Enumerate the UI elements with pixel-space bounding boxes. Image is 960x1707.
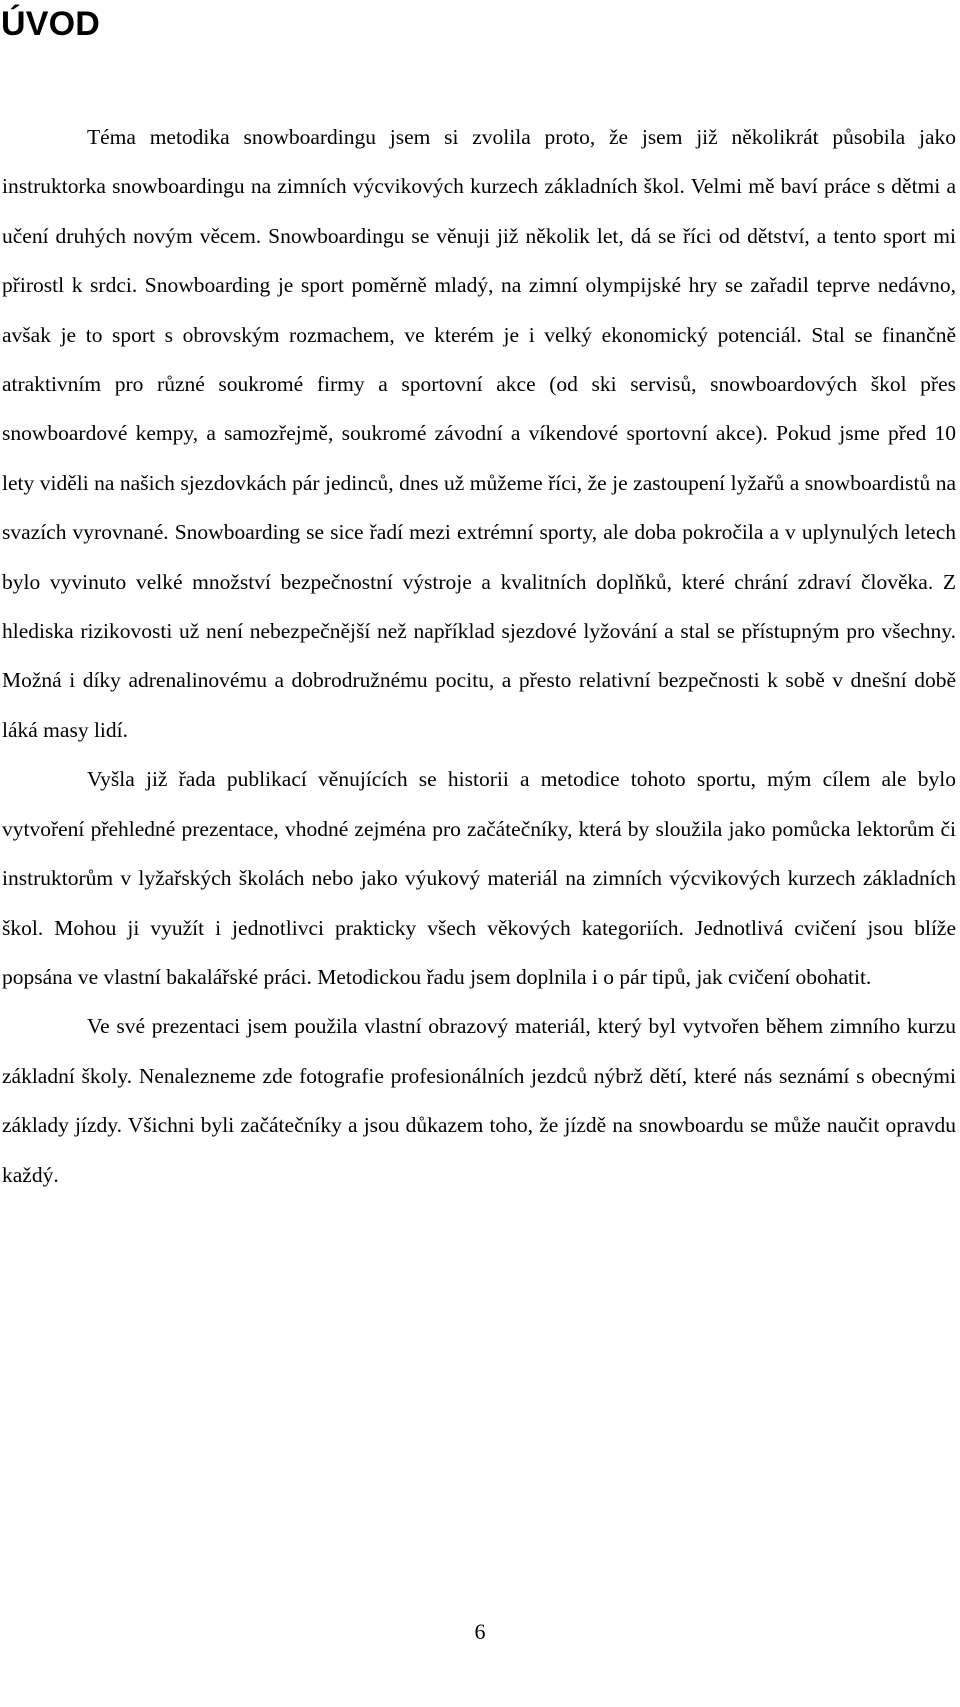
body-text	[2, 113, 956, 1200]
page-title: ÚVOD	[1, 5, 101, 43]
paragraph-3: Ve své prezentaci jsem použila vlastní obrazový materiál, který byl vytvořen během zimního kurzu základní školy. Nenalezneme zde fotografie profesionálních jezdců nýbrž dětí, které nás seznámí s obecnými základy jízdy. Všichni byli začátečníky a jsou důkazem toho, že jízdě na snowboardu se může naučit opravdu každý.	[2, 1014, 956, 1187]
page-number: 6	[474, 1619, 486, 1644]
paragraph-2: Vyšla již řada publikací věnujících se historii a metodice tohoto sportu, mým cílem ale bylo vytvoření přehledné prezentace, vhodné zejména pro začátečníky, která by sloužila jako pomůcka lektorům či instruktorům v lyžařských školách nebo jako výukový materiál na zimních výcvikových kurzech základních škol. Mohou ji využít i jednotlivci prakticky všech věkových kategoriích. Jednotlivá cvičení jsou blíže popsána ve vlastní bakalářské práci. Metodickou řadu jsem doplnila i o pár tipů, jak cvičení obohatit.	[2, 767, 956, 989]
paragraph-1: Téma metodika snowboardingu jsem si zvolila proto, že jsem již několikrát působila jako instruktorka snowboardingu na zimních výcvikových kurzech základních škol. Velmi mě baví práce s dětmi a učení druhých novým věcem. Snowboardingu se věnuji již několik let, dá se říci od dětství, a tento sport mi přirostl k srdci. Snowboarding je sport poměrně mladý, na zimní olympijské hry se zařadil teprve nedávno, avšak je to sport s obrovským rozmachem, ve kterém je i velký ekonomický potenciál. Stal se finančně atraktivním pro různé soukromé firmy a sportovní akce (od ski servisů, snowboardových škol přes snowboardové kempy, a samozřejmě, soukromé závodní a víkendové sportovní akce). Pokud jsme před 10 lety viděli na našich sjezdovkách pár jedinců, dnes už můžeme říci, že je zastoupení lyžařů a snowboardistů na svazích vyrovnané. Snowboarding se sice řadí mezi extrémní sporty, ale doba pokročila a v uplynulých letech bylo vyvinuto velké množství bezpečnostní výstroje a kvalitních doplňků, které chrání zdraví člověka. Z hlediska rizikovosti už není nebezpečnější než například sjezdové lyžování a stal se přístupným pro všechny. Možná i díky adrenalinovému a dobrodružnému pocitu, a přesto relativní bezpečnosti k sobě v dnešní době láká masy lidí.	[2, 125, 956, 742]
